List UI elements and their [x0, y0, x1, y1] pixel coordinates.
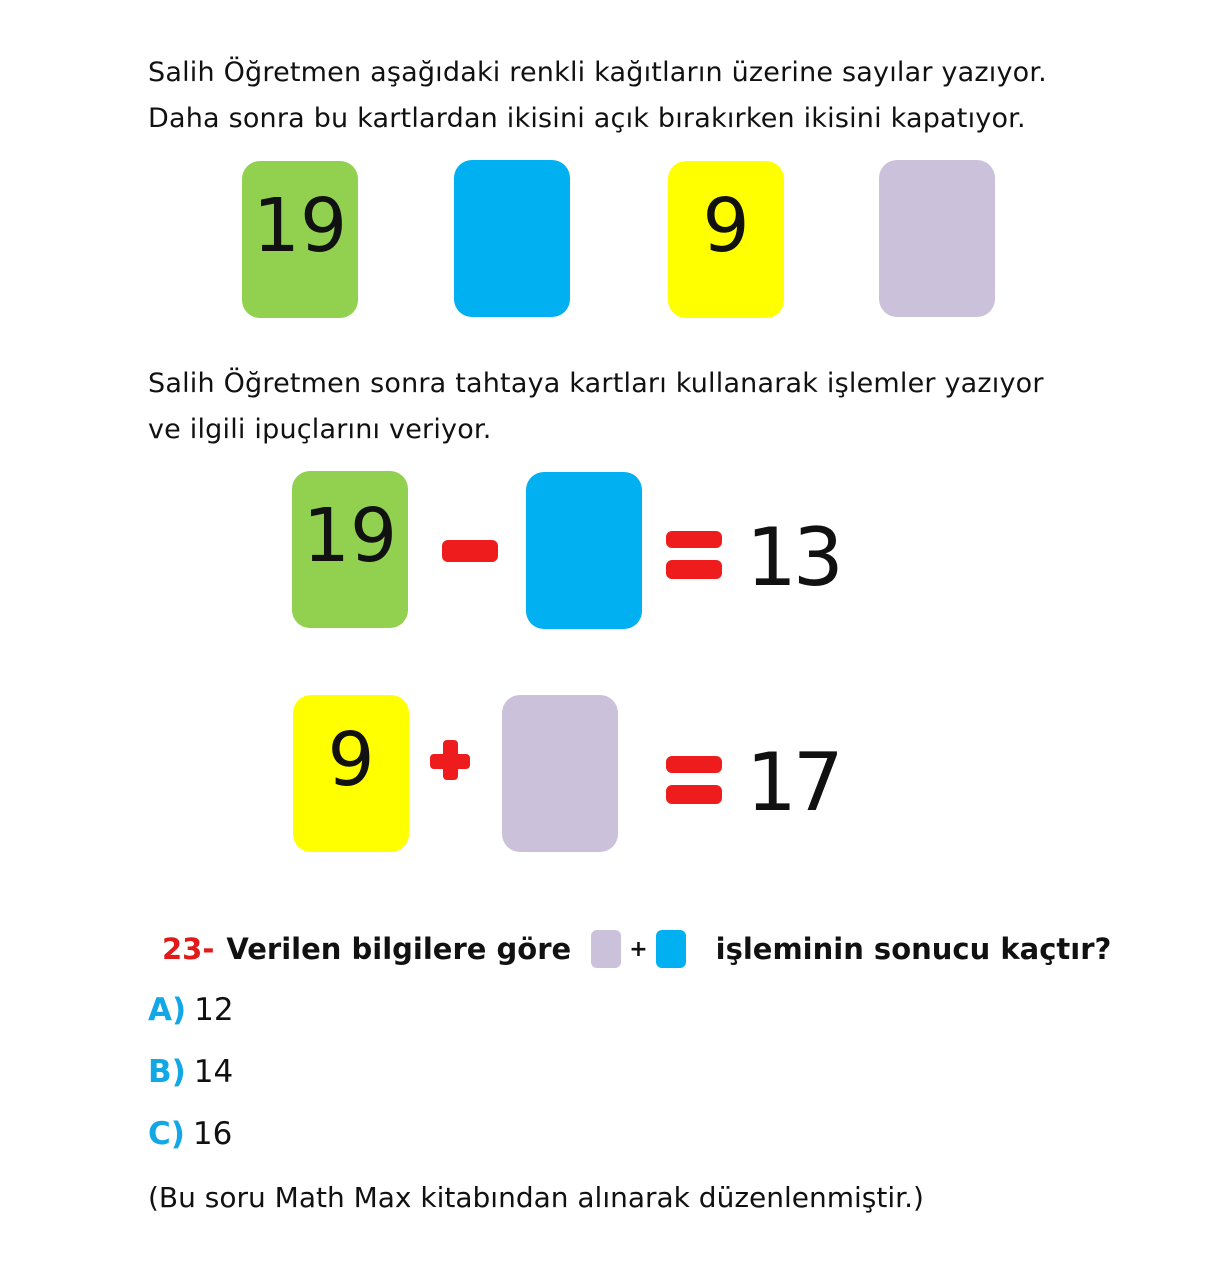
- equation-2-yellow-card: [293, 695, 409, 852]
- clue-paragraph: [148, 361, 1108, 453]
- mini-lavender-card: [591, 930, 621, 968]
- equation-2-left-value: 9: [327, 717, 375, 803]
- question-text-before: Verilen bilgilere göre: [226, 932, 572, 966]
- lavender-card: [879, 160, 995, 317]
- green-card: [242, 161, 358, 318]
- minus-sign: [442, 540, 498, 562]
- intro-paragraph: [148, 50, 1108, 142]
- option-b[interactable]: [148, 1052, 233, 1092]
- equation-1-blue-card: [526, 472, 642, 629]
- question: [162, 924, 1111, 974]
- mini-blue-card: [656, 930, 686, 968]
- yellow-card: [668, 161, 784, 318]
- equation-2-lavender-card: [502, 695, 618, 852]
- equation-1-left-value: 19: [302, 493, 398, 579]
- green-card-value: 19: [252, 183, 348, 269]
- source-note: (Bu soru Math Max kitabından alınarak düzenlenmiştir.): [148, 1181, 924, 1214]
- clue-line-2: ve ilgili ipuçlarını veriyor.: [148, 414, 492, 445]
- intro-line-2: Daha sonra bu kartlardan ikisini açık bırakırken ikisini kapatıyor.: [148, 103, 1026, 134]
- equation-1-green-card: [292, 471, 408, 628]
- clue-line-1: Salih Öğretmen sonra tahtaya kartları kullanarak işlemler yazıyor: [148, 368, 1044, 399]
- question-plus: +: [629, 936, 648, 962]
- option-c-value: 16: [192, 1116, 233, 1152]
- yellow-card-value: 9: [702, 183, 750, 269]
- question-number: 23-: [162, 932, 215, 966]
- equation-2-result: 17: [746, 736, 840, 829]
- blue-card: [454, 160, 570, 317]
- option-c[interactable]: [148, 1114, 232, 1154]
- option-c-letter: C): [148, 1116, 185, 1152]
- option-a-letter: A): [148, 992, 187, 1028]
- equation-1-result: 13: [746, 511, 840, 604]
- question-text-after: işleminin sonucu kaçtır?: [715, 932, 1112, 966]
- option-a[interactable]: [148, 990, 234, 1030]
- option-b-value: 14: [193, 1054, 234, 1090]
- intro-line-1: Salih Öğretmen aşağıdaki renkli kağıtların üzerine sayılar yazıyor.: [148, 57, 1047, 88]
- option-a-value: 12: [194, 992, 234, 1028]
- option-b-letter: B): [148, 1054, 186, 1090]
